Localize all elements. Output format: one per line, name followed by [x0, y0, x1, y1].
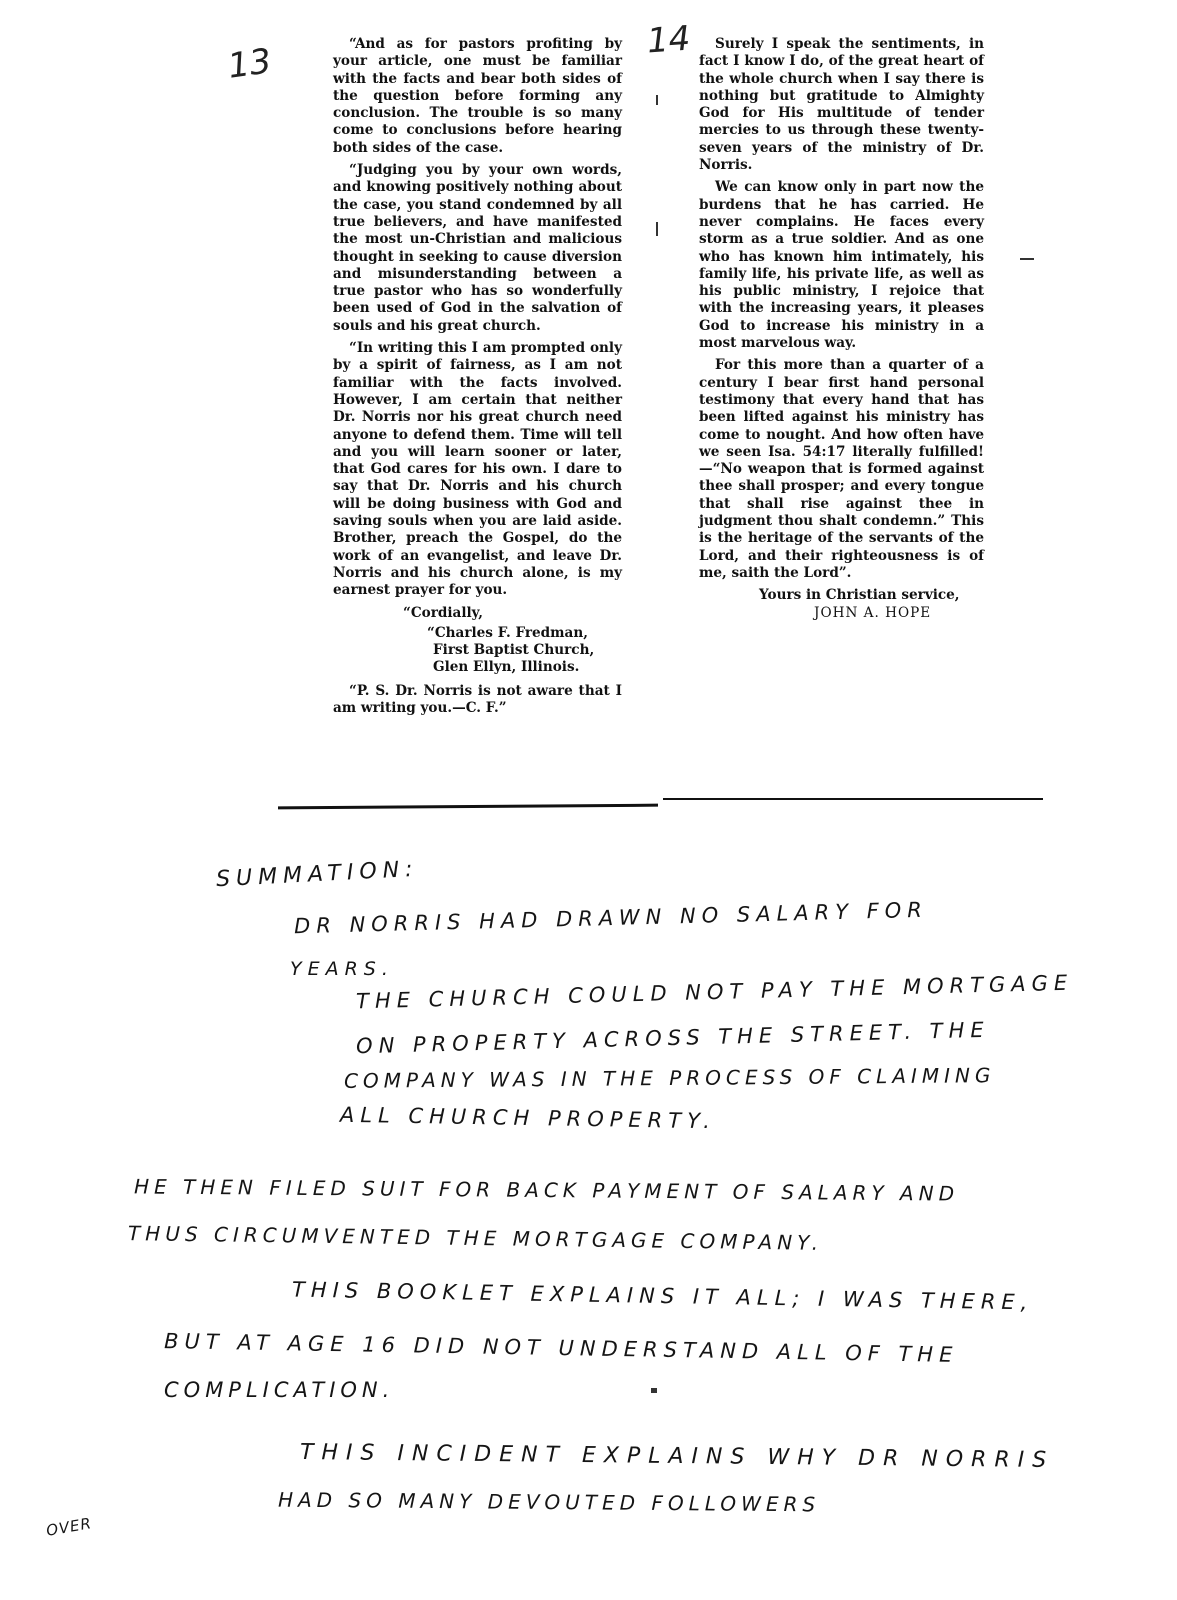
- handwritten-line: ALL CHURCH PROPERTY.: [339, 1102, 717, 1134]
- page-number-right: 14: [645, 18, 692, 62]
- right-signature: JOHN A. HOPE: [814, 604, 932, 621]
- left-paragraph: “And as for pastors profiting by your article, one must be familiar with the facts and bear both sides of the question before forming any conclusion. The trouble is so many come to conclusions before hearing both sides of the case.: [333, 36, 622, 156]
- handwritten-line: THUS CIRCUMVENTED THE MORTGAGE COMPANY.: [127, 1221, 824, 1255]
- right-paragraph: We can know only in part now the burdens that he has carried. He never complains. He faces every storm as a true soldier. And as one who has known him intimately, his family life, his private life, as well as his public ministry, I rejoice that with the increasing years, it pleases God to increase his ministry in a most marvelous way.: [699, 179, 984, 352]
- left-paragraph: “Judging you by your own words, and knowing positively nothing about the case, you stand condemned by all true believers, and have manifested the most un-Christian and malicious thought in seeking to cause diversion and misunderstanding between a true pastor who has so wonderfully been used of God in the salvation of souls and his great church.: [333, 162, 622, 334]
- left-column: [333, 36, 622, 722]
- handwritten-line: COMPLICATION.: [164, 1378, 395, 1402]
- handwritten-line: COMPANY WAS IN THE PROCESS OF CLAIMING: [343, 1063, 996, 1093]
- scan-speck: [651, 1388, 657, 1393]
- handwritten-line: ON PROPERTY ACROSS THE STREET. THE: [355, 1017, 990, 1059]
- page-number-left: 13: [225, 41, 274, 87]
- handwritten-line: THIS BOOKLET EXPLAINS IT ALL; I WAS THERE,: [291, 1277, 1034, 1315]
- scan-speck: [656, 222, 658, 236]
- handwritten-line: THIS INCIDENT EXPLAINS WHY DR NORRIS: [299, 1440, 1055, 1473]
- left-page-rule: [278, 804, 658, 810]
- right-closing: Yours in Christian service,: [759, 587, 960, 604]
- left-paragraph: “In writing this I am prompted only by a spirit of fairness, as I am not familiar with the facts involved. However, I am certain that neither Dr. Norris nor his great church need anyone to defend them. Time will tell and you will learn sooner or later, that God cares for his own. I dare to say that Dr. Norris and his church will be doing business with God and saving souls when you are laid aside. Brother, preach the Gospel, do the work of an evangelist, and leave Dr. Norris and his church alone, is my earnest prayer for you.: [333, 340, 622, 599]
- handwritten-line: DR NORRIS HAD DRAWN NO SALARY FOR: [293, 897, 929, 939]
- handwritten-line: YEARS.: [290, 958, 394, 980]
- right-column: [699, 36, 984, 622]
- right-paragraph: Surely I speak the sentiments, in fact I know I do, of the great heart of the whole church when I say there is nothing but gratitude to Almighty God for His multitude of tender mercies to us through these twenty-seven years of the ministry of Dr. Norris.: [699, 36, 984, 174]
- left-signature-church: First Baptist Church,: [433, 642, 595, 659]
- handwritten-line: THE CHURCH COULD NOT PAY THE MORTGAGE: [355, 970, 1074, 1014]
- handwritten-line: BUT AT AGE 16 DID NOT UNDERSTAND ALL OF THE: [163, 1329, 959, 1367]
- scan-speck: [1020, 258, 1034, 260]
- right-page-rule: [663, 798, 1043, 800]
- handwritten-line: HAD SO MANY DEVOUTED FOLLOWERS: [277, 1487, 821, 1517]
- left-signature-name: “Charles F. Fredman,: [427, 624, 588, 641]
- right-paragraph: For this more than a quarter of a century I bear first hand personal testimony that every hand that has been lifted against his ministry has come to nought. And how often have we seen Isa. 54:17 literally fulfilled!—“No weapon that is formed against thee shall prosper; and every tongue that shall rise against thee in judgment thou shalt condemn.” This is the heritage of the servants of the Lord, and their righteousness is of me, saith the Lord”.: [699, 357, 984, 581]
- handwritten-heading: SUMMATION:: [215, 856, 420, 893]
- handwritten-margin-note: OVER: [44, 1514, 94, 1540]
- left-signature-city: Glen Ellyn, Illinois.: [433, 659, 580, 676]
- left-closing: “Cordially,: [403, 604, 484, 621]
- left-postscript: “P. S. Dr. Norris is not aware that I am writing you.—C. F.”: [333, 682, 622, 716]
- scan-speck: [656, 95, 658, 105]
- handwritten-line: HE THEN FILED SUIT FOR BACK PAYMENT OF SALARY AND: [133, 1174, 960, 1206]
